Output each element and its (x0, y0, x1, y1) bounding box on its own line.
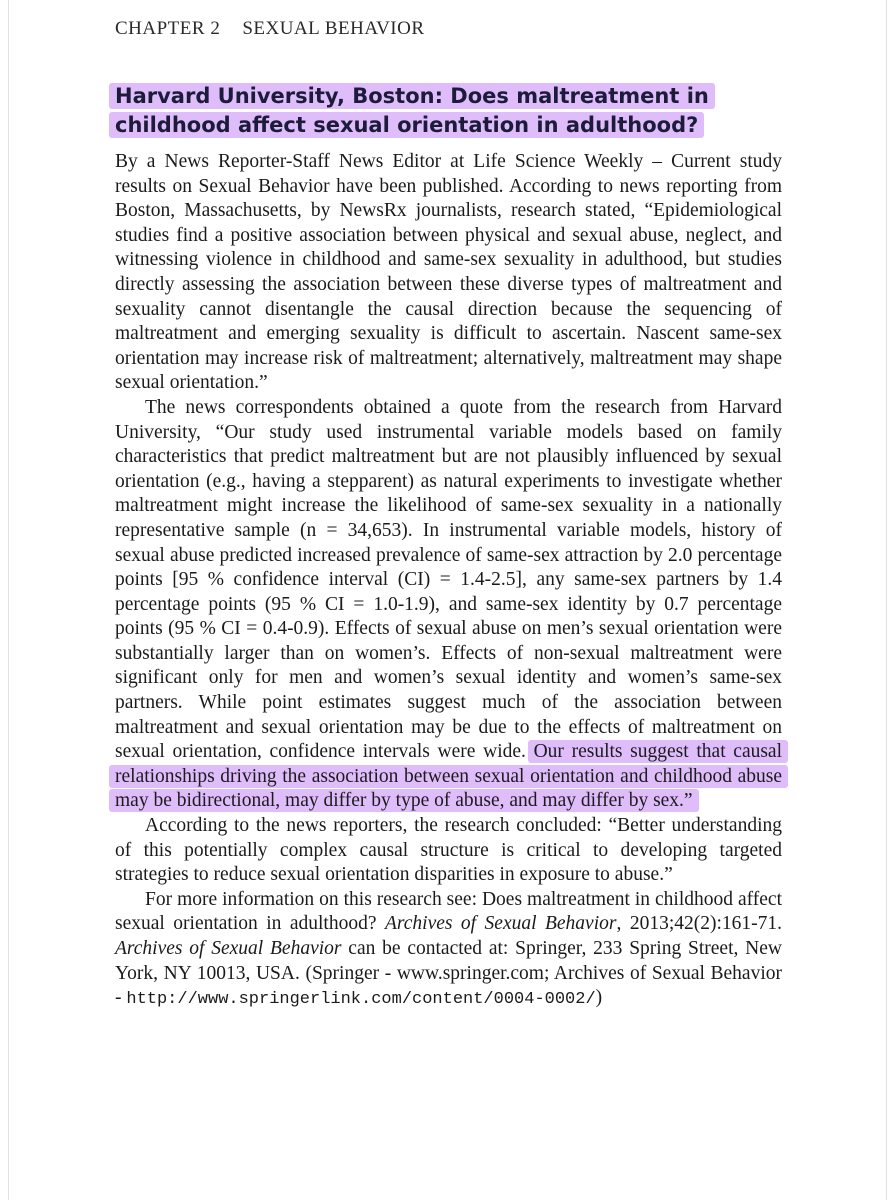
article-title (115, 82, 775, 140)
highlighted-passage: Our results suggest that causal relationships driving the association between sexual orientation and childhood abuse may be bidirectional, may differ by type of abuse, and may differ by sex.” (109, 740, 788, 812)
journal-name-2: Archives of Sexual Behavior (115, 938, 342, 959)
paragraph-3: According to the news reporters, the research concluded: “Better understanding of this potentially complex causal structure is critical to developing targeted strategies to reduce sexual orientation disparities in exposure to abuse.” (115, 815, 782, 886)
section-label: SEXUAL BEHAVIOR (242, 18, 425, 39)
reference-text: For more information on this research see: Does maltreatment in childhood affect sexual orientation in adulthood? (115, 888, 782, 935)
citation-details: , 2013;42(2):161-71. (616, 913, 783, 935)
article-body (115, 150, 782, 1013)
springerlink-url[interactable]: http://www.springerlink.com/content/0004-0002/ (126, 990, 596, 1010)
journal-name: Archives of Sexual Behavior (384, 913, 617, 935)
paragraph-4 (115, 888, 782, 1013)
contact-text: can be contacted at: Springer, 233 Spring Street, New York, NY 10013, USA. (Springer - www.springer.com; Archives of Sexual Behavior - (115, 938, 782, 1009)
closing-paren: ) (595, 987, 603, 1009)
running-head (115, 18, 425, 40)
article-title-highlight: Harvard University, Boston: Does maltreatment in childhood affect sexual orientation in adulthood? (109, 83, 715, 138)
paragraph-1: By a News Reporter-Staff News Editor at Life Science Weekly – Current study results on Sexual Behavior have been published. According to news reporting from Boston, Massachusetts, by NewsRx journalists, research stated, “Epidemiological studies find a positive association between physical and sexual abuse, neglect, and witnessing violence in childhood and same-sex sexuality in adulthood, but studies directly assessing the association between these diverse types of maltreatment and sexuality cannot disentangle the causal direction because the sequencing of maltreatment and emerging sexuality is difficult to ascertain. Nascent same-sex orientation may increase risk of maltreatment; alternatively, maltreatment may shape sexual orientation.” (115, 151, 782, 394)
chapter-label: CHAPTER 2 (115, 18, 221, 39)
paragraph-2 (115, 396, 782, 814)
paragraph-2-text: The news correspondents obtained a quote from the research from Harvard University, “Our study used instrumental variable models based on family characteristics that predict maltreatment but are not plausibly influenced by sexual orientation (e.g., having a stepparent) as natural experiments to investigate whether maltreatment might increase the likelihood of same-sex sexuality in a nationally representative sample (n = 34,653). In instrumental variable models, history of sexual abuse predicted increased prevalence of same-sex attraction by 2.0 percentage points [95 % confidence interval (CI) = 1.4-2.5], any same-sex partners by 1.4 percentage points (95 % CI = 1.0-1.9), and same-sex identity by 0.7 percentage points (95 % CI = 0.4-0.9). Effects of sexual abuse on men’s sexual orientation were substantially larger than on women’s. Effects of non-sexual maltreatment were significant only for men and women’s sexual identity and women’s same-sex partners. While point estimates suggest much of the association between maltreatment and sexual orientation may be due to the effects of maltreatment on sexual orientation, confidence intervals were wide. (115, 396, 782, 763)
